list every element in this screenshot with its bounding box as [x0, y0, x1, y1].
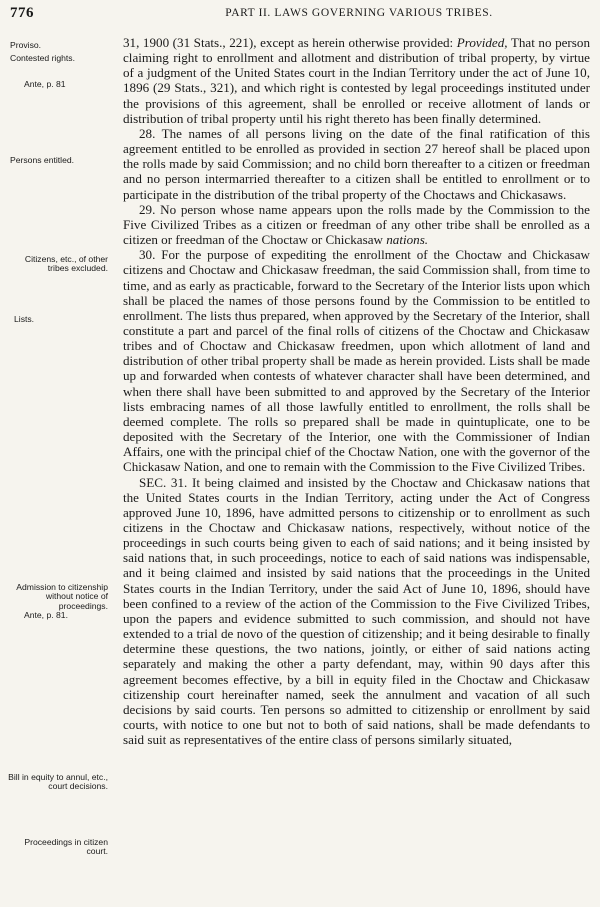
provided-word: Provided, — [456, 35, 508, 50]
proviso-text: That no person claiming right to enrollment and allotment and distribution of tribal property, by virtue of a judgment of the United States court in the Indian Territory under the act of June 10, 1896 (29 Stats., 321), and which right is contested by legal proceedings instituted under the provisions of this agreement, shall be enrolled or receive allotment of lands or distribution of tribal property until his right thereto has been finally determined. — [123, 35, 590, 126]
margin-note-contested-rights: Contested rights. — [10, 53, 75, 63]
margin-note-persons-entitled: Persons entitled. — [10, 155, 75, 165]
margin-note-ante-p81-a: Ante, p. 81 — [24, 79, 66, 89]
margin-notes — [0, 0, 118, 907]
margin-note-bill-in-equity: Bill in equity to annul, etc., court decisions. — [8, 772, 108, 792]
margin-note-admission: Admission to citizenship without notice of proceedings. — [16, 582, 108, 611]
margin-note-ante-p81-b: Ante, p. 81. — [24, 610, 68, 620]
paragraph-31: SEC. 31. It being claimed and insisted by the Choctaw and Chickasaw nations that the United States courts in the Indian Territory, acting under the Act of Congress approved June 10, 1896, have admitted persons to citizenship or to enrollment as such citizens in the Choctaw and Chickasaw nations, respectively, without notice of the proceedings in such courts being given to each of said nations; and it being insisted by said nations that, in such proceedings, notice to each of said nations was indispensable, and it being claimed and insisted by said nations that the proceedings in the United States courts in the Indian Territory, under the said Act of June 10, 1896, should have been confined to a review of the action of the Commission to the Five Civilized Tribes, upon the papers and evidence submitted to such commission, and should not have extended to a trial de novo of the question of citizenship; and it being desirable to finally determine these questions, the two nations, jointly, or either of said nations acting separately and making the other a party defendant, may, within 90 days after this agreement becomes effective, by a bill in equity filed in the Choctaw and Chickasaw citizenship court hereinafter named, seek the annulment and vacation of all such decisions by said courts. Ten persons so admitted to citizenship or enrollment by said courts, with notice to one but not to both of said nations, shall be made defendants to said suit as representatives of the entire class of persons similarly situated, — [123, 474, 590, 748]
margin-note-lists: Lists. — [14, 314, 35, 324]
body-text — [123, 35, 590, 747]
paragraph-28: 28. The names of all persons living on the date of the final ratification of this agreement entitled to be enrolled as provided in section 27 hereof shall be placed upon the rolls made by said Commission; and no child born thereafter to a citizen or freedman and no person intermarried thereafter to a citizen shall be entitled to enrollment or to participate in the distribution of the tribal property of the Choctaws and Chickasaws. — [123, 125, 590, 202]
paragraph-30: 30. For the purpose of expediting the enrollment of the Choctaw and Chickasaw citizens and Choctaw and Chickasaw freedman, the said Commission shall, from time to time, and as early as practicable, forward to the Secretary of the Interior lists upon which shall be placed the names of those persons found by the Commission to be entitled to enrollment. The lists thus prepared, when approved by the Secretary of the Interior, shall constitute a part and parcel of the final rolls of citizens of the Choctaw and Chickasaw tribes and of Choctaw and Chickasaw freedmen, upon which allotment of land and distribution of other tribal property shall be made as herein provided. Lists shall be made up and forwarded when contests of whatever character shall have been determined, and when there shall have been submitted to and approved by the Secretary of the Interior lists embracing names of all those lawfully entitled to enrollment, the rolls shall be deemed complete. The rolls so prepared shall be made in quintuplicate, one to be deposited with the Secretary of the Interior, one with the Commissioner of Indian Affairs, one with the principal chief of the Choctaw Nation, one with the governor of the Chickasaw Nation, and one to remain with the Commission to the Five Civilized Tribes. — [123, 247, 590, 475]
proviso-lead: 31, 1900 (31 Stats., 221), except as herein otherwise provided: — [123, 35, 454, 50]
paragraph-29 — [123, 202, 590, 247]
page-number: 776 — [10, 5, 34, 21]
paragraph-29-text: 29. No person whose name appears upon the rolls made by the Commission to the Five Civilized Tribes as a citizen or freedman of any other tribe shall be enrolled as a citizen or freedman of the Choctaw or Chickasaw — [123, 201, 590, 248]
margin-note-proviso: Proviso. — [10, 40, 42, 50]
paragraph-proviso — [123, 35, 590, 126]
running-head: PART II. LAWS GOVERNING VARIOUS TRIBES. — [225, 7, 493, 19]
margin-note-citizens-excluded: Citizens, etc., of other tribes excluded. — [24, 254, 108, 274]
margin-note-proceedings: Proceedings in citizen court. — [24, 837, 108, 857]
nations-word: nations. — [386, 232, 429, 248]
